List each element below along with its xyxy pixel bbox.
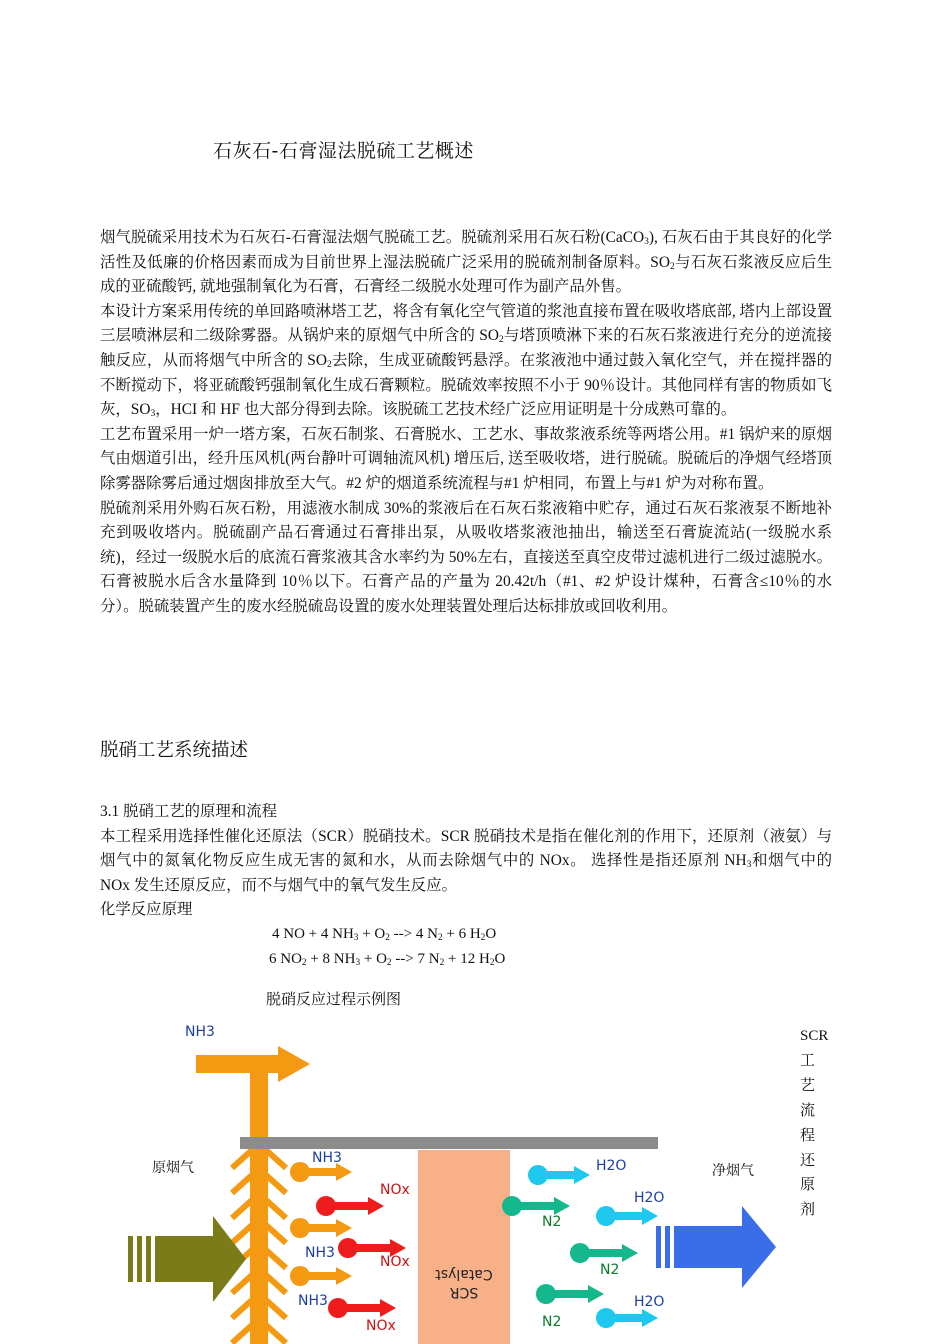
scr-diagram: [100, 1010, 790, 1344]
side-caption: SCR 工 艺 流 程 还 原 剂: [800, 1028, 829, 1219]
paragraph: 本设计方案采用传统的单回路喷淋塔工艺，将含有氧化空气管道的浆池直接布置在吸收塔底部, 塔内上部设置三层喷淋层和二级除雾器。从锅炉来的原烟气中所含的 $SO_2$与塔顶喷淋下来的石灰石浆液进行充分的逆流接触反应，从而将烟气中所含的 $SO_2$去除，生成亚硫酸钙悬浮。在浆液池中通过鼓入氧化空气，并在搅拌器的不断搅动下，将亚硫酸钙强制氧化生成石膏颗粒。脱硫效率按照不小于 90％设计。其他同样有害的物质如飞灰，$SO_3$，HCI 和 HF 也大部分得到去除。该脱硫工艺技术经广泛应用证明是十分成熟可靠的。: [100, 302, 832, 420]
equation-2: 6 $NO_2 + 8$ $NH_3 + O_2$ --> 7 $N_2 + 12$ $H_2O$: [269, 951, 506, 968]
nox-label: NOx: [366, 1318, 396, 1334]
nh3-molecule-arrow: [290, 1266, 352, 1286]
paragraph: 烟气脱硫采用技术为石灰石-石膏湿法烟气脱硫工艺。脱硫剂采用石灰石粉(CaCO$_3$), 石灰石由于其良好的化学活性及低廉的价格因素而成为目前世界上湿法脱硫广泛采用的脱硫剂制备原料。$SO_2$与石灰石浆液反应后生成的亚硫酸钙, 就地强制氧化为石膏，石膏经二级脱水处理可作为副产品外售。: [100, 229, 832, 296]
clean-flue-gas-arrow: [656, 1206, 776, 1288]
n2-molecule-arrow: [502, 1196, 570, 1216]
scr-catalyst-block: [418, 1150, 510, 1344]
h2o-molecule-arrow: [528, 1165, 590, 1185]
paragraph: 脱硫剂采用外购石灰石粉，用滤液水制成 30%的浆液后在石灰石浆液箱中贮存，通过石灰石浆液泵不断地补充到吸收塔内。脱硫副产品石膏通过石膏排出泵，从吸收塔浆液池抽出，输送至石膏旋流站(一级脱水系统)，经过一级脱水后的底流石膏浆液其含水率约为 50%左右，直接送至真空皮带过滤机进行二级过滤脱水。石膏被脱水后含水量降到 10％以下。石膏产品的产量为 20.42t/h（#1、#2 炉设计煤种，石膏含≤10％的水分）。脱硫装置产生的废水经脱硫岛设置的废水处理装置处理后达标排放或回收利用。: [100, 499, 832, 615]
n2-molecule-arrow: [536, 1284, 604, 1304]
raw-flue-gas-arrow: [128, 1216, 246, 1302]
nox-molecule-arrow: [316, 1196, 384, 1216]
nox-label: NOx: [380, 1254, 410, 1270]
n2-label: N2: [542, 1214, 562, 1230]
nh3-molecule-arrow: [290, 1218, 352, 1238]
denitration-text: [100, 800, 832, 923]
catalyst-label-scr: SCR: [449, 1284, 479, 1300]
n2-molecule-arrow: [570, 1243, 638, 1263]
h2o-label: H2O: [634, 1190, 665, 1206]
section-heading: 脱硝工艺系统描述: [100, 740, 249, 761]
n2-label: N2: [600, 1262, 620, 1278]
h2o-label: H2O: [634, 1294, 665, 1310]
clean-flue-gas-label: 净烟气: [712, 1163, 754, 1179]
ammonia-injection-grid: [232, 1058, 286, 1344]
sub-heading: 3.1 脱硝工艺的原理和流程: [100, 803, 277, 820]
reactor-roof: [240, 1137, 658, 1149]
nox-label: NOx: [380, 1182, 410, 1198]
nh3-top-label: NH3: [185, 1024, 215, 1040]
h2o-molecule-arrow: [596, 1308, 658, 1328]
desulfurization-text: [100, 226, 832, 620]
nh3-label: NH3: [312, 1150, 342, 1166]
n2-label: N2: [542, 1314, 562, 1330]
h2o-molecule-arrow: [596, 1206, 658, 1226]
equation-1: 4 NO + 4 $NH_3 + O_2$ --> 4 $N_2 + 6$ $H_2O$: [272, 926, 497, 943]
h2o-label: H2O: [596, 1158, 627, 1174]
figure-caption: 脱硝反应过程示例图: [266, 992, 402, 1008]
nh3-label: NH3: [298, 1293, 328, 1309]
catalyst-label-catalyst: Catalyst: [435, 1266, 493, 1282]
paragraph: 本工程采用选择性催化还原法（SCR）脱硝技术。SCR 脱硝技术是指在催化剂的作用下，还原剂（液氨）与烟气中的氮氧化物反应生成无害的氮和水，从而去除烟气中的 NOx。 选择性是指还原剂 $NH_3$和烟气中的 NOx 发生还原反应，而不与烟气中的氧气发生反应。: [100, 827, 832, 894]
page-title: 石灰石-石膏湿法脱硫工艺概述: [213, 140, 474, 162]
paragraph: 工艺布置采用一炉一塔方案，石灰石制浆、石膏脱水、工艺水、事故浆液系统等两塔公用。#1 锅炉来的原烟气由烟道引出，经升压风机(两台静叶可调轴流风机) 增压后, 送至吸收塔，进行脱硫。脱硫后的净烟气经塔顶除雾器除雾后通过烟囱排放至大气。#2 炉的烟道系统流程与#1 炉相同，布置上与#1 炉为对称布置。: [100, 425, 832, 492]
nox-molecule-arrow: [328, 1298, 396, 1318]
nh3-label: NH3: [305, 1245, 335, 1261]
reaction-label: 化学反应原理: [100, 901, 193, 919]
raw-flue-gas-label: 原烟气: [152, 1160, 194, 1176]
